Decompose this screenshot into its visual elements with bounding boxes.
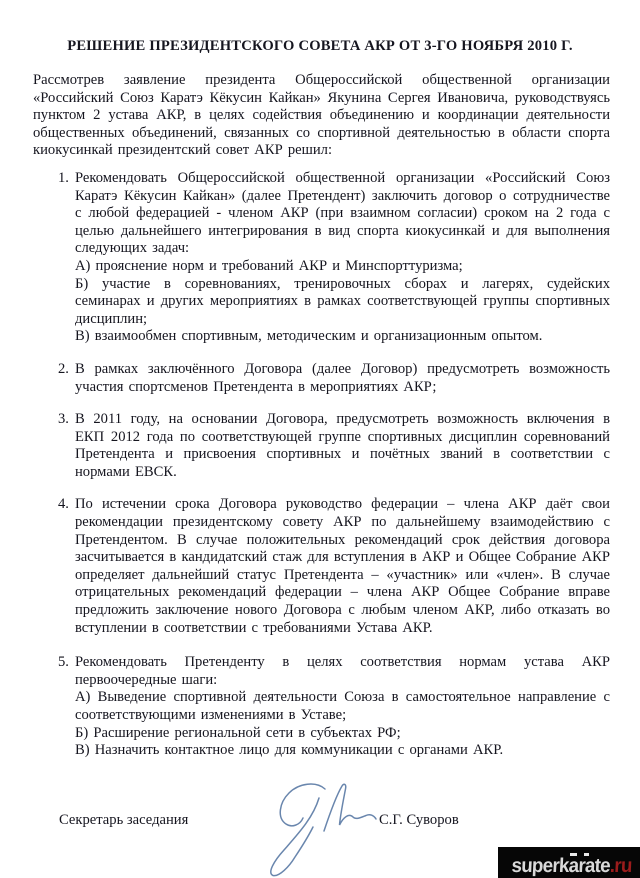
handwritten-signature [262, 780, 380, 878]
list-item [33, 654, 610, 760]
signature-role-label: Секретарь заседания [59, 812, 189, 828]
subitem-v: В) взаимообмен спортивным, методическим и организационным опытом. [75, 328, 543, 345]
subitem-a: А) прояснение норм и требований АКР и Минспорттуризма; [75, 257, 463, 274]
subitem-v: В) Назначить контактное лицо для коммуникации с органами АКР. [75, 742, 504, 759]
item-text: В 2011 году, на основании Договора, предусмотреть возможность включения в ЕКП 2012 года по соответствующей группе спортивных дисциплин соревнований Претендента и присвоения спортивных и почётных званий в соответствии с нормами ЕВСК. [75, 411, 610, 480]
item-text: По истечении срока Договора руководство федерации – члена АКР даёт свои рекомендации президентскому совету АКР по дальнейшему взаимодействию с Претендентом. В случае положительных рекомендаций срок действия договора засчитывается в кандидатский стаж для вступления в АКР и Общее Собрание АКР определяет дальнейший статус Претендента – «участник» или «член». В случае отрицательных рекомендаций федерации – члена АКР Общее Собрание вправе предложить заключение нового Договора с любым членом АКР, либо отказать во вступлении в соответствии с требованиями Устава АКР. [75, 496, 610, 636]
list-item [33, 361, 610, 396]
watermark-text [511, 855, 632, 877]
document-body [33, 72, 610, 775]
watermark-banner [498, 847, 640, 878]
item-number: 4. [58, 496, 69, 513]
intro-paragraph: Рассмотрев заявление президента Общероссийской общественной организации «Российский Союз Каратэ Кёкусин Кайкан» Якунина Сергея Ивановича, руководствуясь пунктом 2 устава АКР, в целях содействия объединению и координации деятельности общественных объединений, связанных со спортивной деятельностью в области спорта киокусинкай президентский совет АКР решил: [33, 72, 610, 159]
item-number: 2. [58, 360, 69, 377]
signature-name: С.Г. Суворов [379, 812, 459, 828]
subitem-b: Б) участие в соревнованиях, тренировочных сборах и лагерях, судейских семинарах и других мероприятиях в рамках соответствующей группы спортивных дисциплин; [75, 275, 610, 327]
list-item [33, 496, 610, 637]
decision-list [33, 170, 610, 760]
item-text: В рамках заключённого Договора (далее Договор) предусмотреть возможность участия спортсменов Претендента в мероприятиях АКР; [75, 360, 610, 395]
item-number: 1. [58, 169, 69, 186]
watermark-site-name: superkarate [511, 855, 611, 877]
list-item [33, 411, 610, 481]
document-title: РЕШЕНИЕ ПРЕЗИДЕНТСКОГО СОВЕТА АКР ОТ 3-ГО НОЯБРЯ 2010 Г. [67, 38, 573, 54]
item-number: 5. [58, 654, 69, 671]
watermark-domain-suffix: .ru [609, 855, 633, 877]
item-number: 3. [58, 411, 69, 428]
item-text: Рекомендовать Общероссийской общественной организации «Российский Союз Каратэ Кёкусин Кайкан» (далее Претендент) заключить договор о сотрудничестве с любой федерацией - членом АКР (при взаимном согласии) сроком на 2 года с целью дальнейшего интегрирования в вид спорта киокусинкай и для выполнения следующих задач: [75, 169, 610, 257]
item-text: Рекомендовать Претенденту в целях соответствия нормам устава АКР первоочередные шаги: [75, 654, 610, 688]
subitem-b: Б) Расширение региональной сети в субъектах РФ; [75, 724, 401, 741]
list-item [33, 170, 610, 346]
subitem-a: А) Выведение спортивной деятельности Союза в самостоятельное направление с соответствующими изменениями в Уставе; [75, 689, 610, 723]
